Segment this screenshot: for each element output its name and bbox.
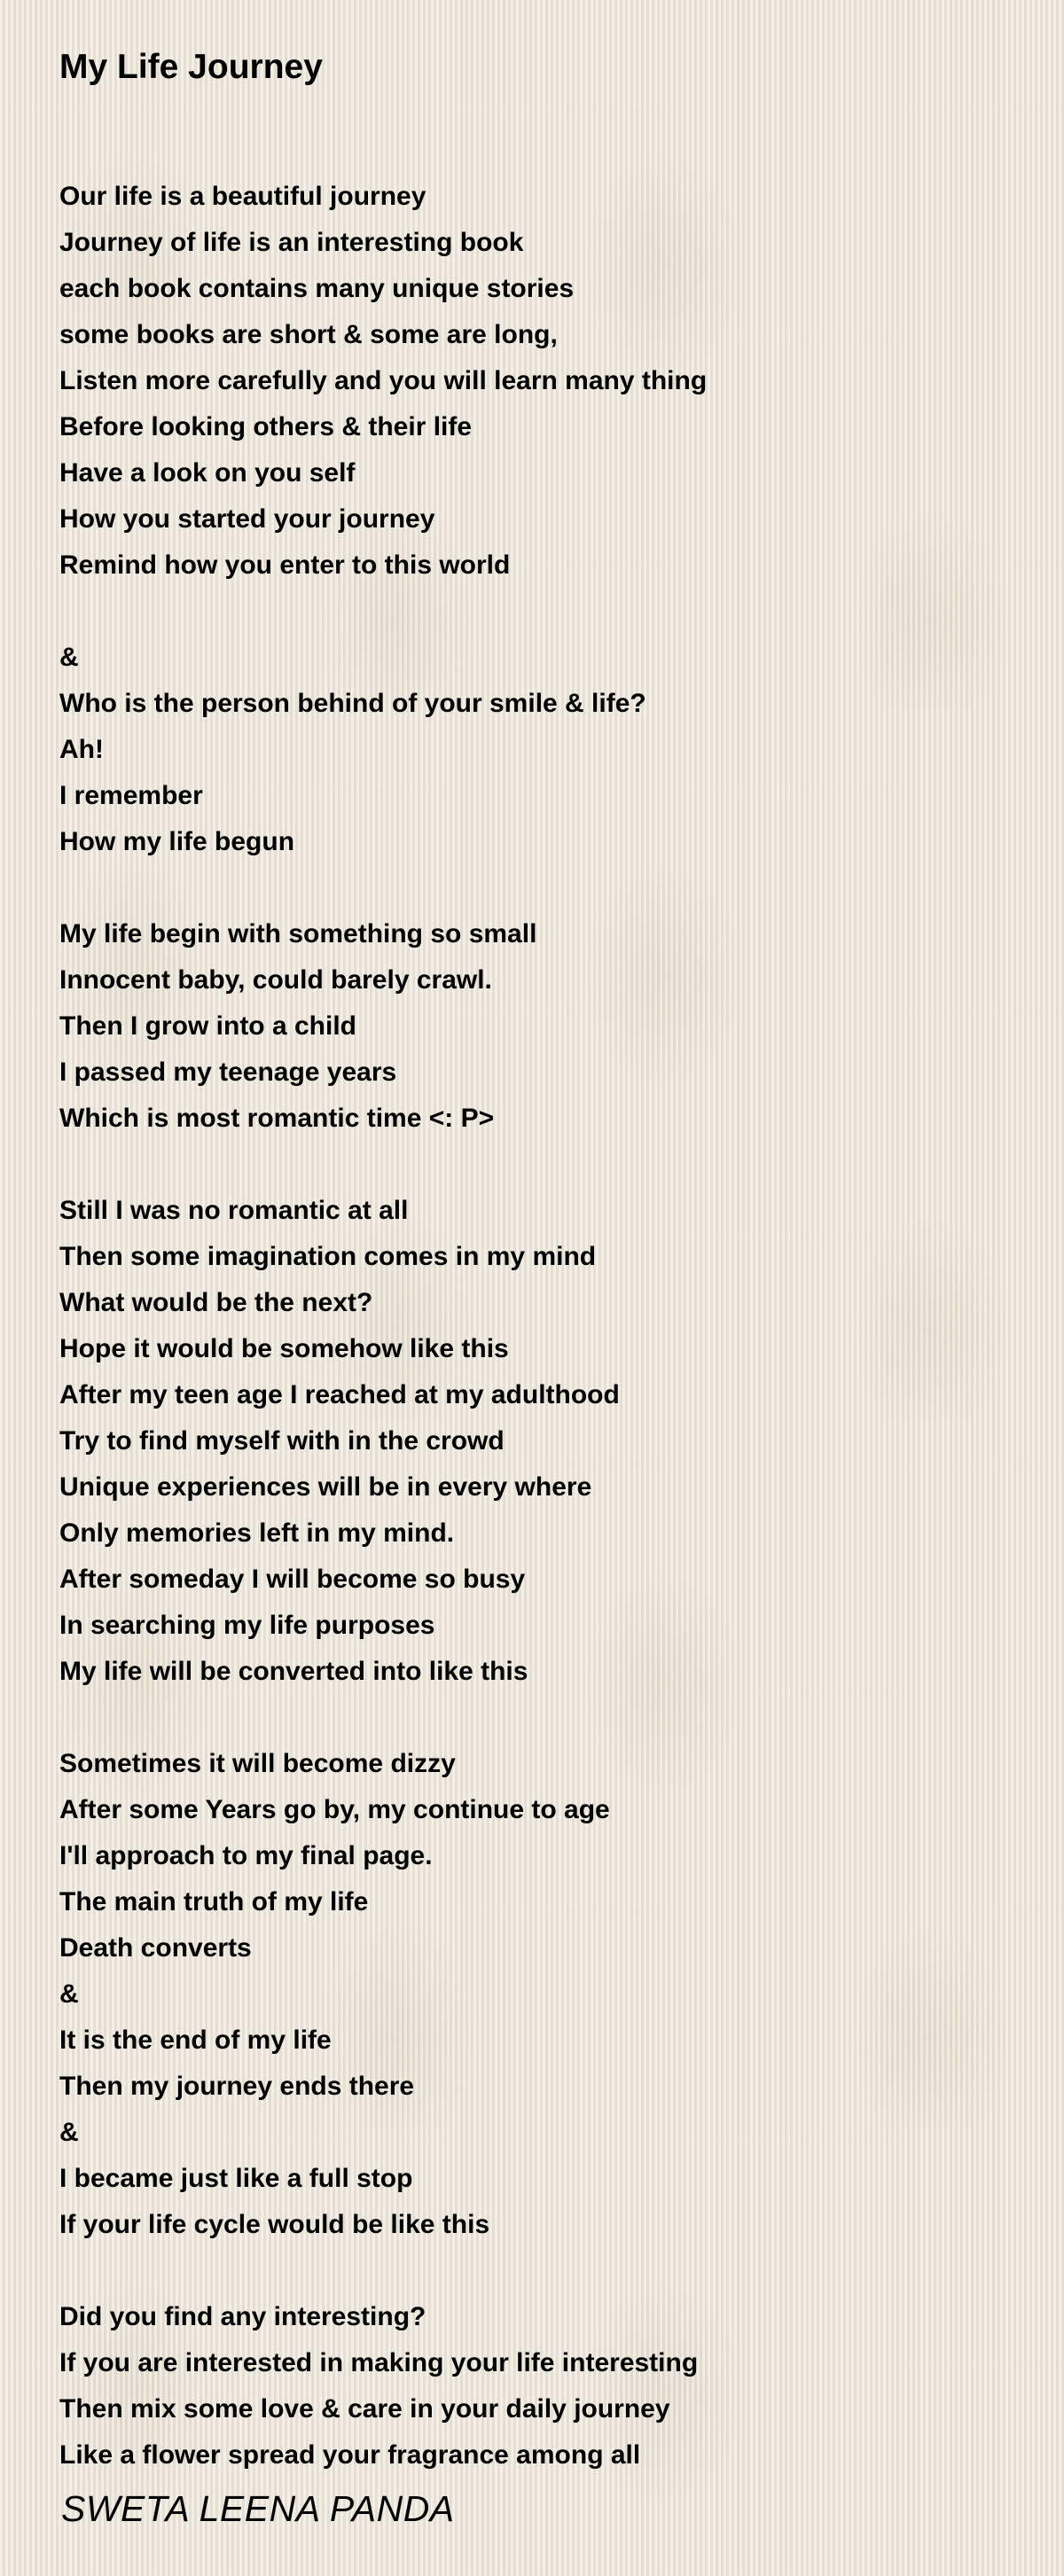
- poem-title: My Life Journey: [59, 48, 323, 86]
- poem-line: Which is most romantic time <: P>: [59, 1104, 495, 1133]
- poem-line: If your life cycle would be like this: [59, 2210, 490, 2239]
- poem-line: In searching my life purposes: [59, 1611, 435, 1640]
- poem-line: Then I grow into a child: [59, 1011, 356, 1041]
- poem-line: &: [59, 643, 79, 672]
- poem-line: &: [59, 2118, 79, 2147]
- poem-line: Death converts: [59, 1933, 252, 1963]
- poem-line: Who is the person behind of your smile & life?: [59, 689, 646, 718]
- poem-line: I became just like a full stop: [59, 2164, 413, 2193]
- poem-line: How my life begun: [59, 827, 295, 856]
- poem-line: The main truth of my life: [59, 1887, 369, 1916]
- poem-line: How you started your journey: [59, 504, 435, 534]
- poem-stanza: [59, 2294, 1017, 2478]
- poem-line: After someday I will become so busy: [59, 1565, 526, 1594]
- poem-line: Then mix some love & care in your daily journey: [59, 2394, 670, 2424]
- poem-stanza: [59, 635, 1017, 865]
- poem-stanza: [59, 911, 1017, 1142]
- poem-line: Did you find any interesting?: [59, 2302, 426, 2331]
- poem-line: Sometimes it will become dizzy: [59, 1749, 456, 1778]
- poem-page: [59, 43, 1017, 2478]
- poem-line: If you are interested in making your life interesting: [59, 2348, 699, 2377]
- poem-line: What would be the next?: [59, 1288, 373, 1317]
- poem-line: Remind how you enter to this world: [59, 550, 511, 580]
- poem-line: Then some imagination comes in my mind: [59, 1242, 597, 1271]
- poem-line: some books are short & some are long,: [59, 320, 558, 349]
- poem-line: Ah!: [59, 735, 104, 764]
- poem-line: Hope it would be somehow like this: [59, 1334, 509, 1363]
- poem-line: Like a flower spread your fragrance among all: [59, 2440, 641, 2470]
- poem-line: Try to find myself with in the crowd: [59, 1426, 505, 1456]
- poem-line: Journey of life is an interesting book: [59, 228, 524, 257]
- poem-line: Only memories left in my mind.: [59, 1518, 455, 1548]
- poem-line: Then my journey ends there: [59, 2072, 415, 2101]
- poem-line: &: [59, 1979, 79, 2009]
- poem-line: each book contains many unique stories: [59, 274, 575, 303]
- poem-line: Still I was no romantic at all: [59, 1196, 409, 1225]
- poem-line: Our life is a beautiful journey: [59, 182, 426, 211]
- poem-body: [59, 174, 1017, 2478]
- poem-line: I'll approach to my final page.: [59, 1841, 433, 1870]
- poem-line: I remember: [59, 781, 203, 810]
- poem-line: Listen more carefully and you will learn many thing: [59, 366, 708, 395]
- poem-line: After some Years go by, my continue to age: [59, 1795, 610, 1824]
- poem-line: It is the end of my life: [59, 2026, 332, 2055]
- poem-author: SWETA LEENA PANDA: [61, 2488, 455, 2529]
- poem-line: Unique experiences will be in every where: [59, 1472, 592, 1502]
- poem-line: My life will be converted into like this: [59, 1657, 528, 1686]
- poem-stanza: [59, 174, 1017, 589]
- poem-line: Before looking others & their life: [59, 412, 473, 441]
- poem-line: I passed my teenage years: [59, 1058, 397, 1087]
- poem-line: Innocent baby, could barely crawl.: [59, 965, 492, 995]
- poem-line: Have a look on you self: [59, 458, 356, 488]
- poem-stanza: [59, 1741, 1017, 2248]
- poem-line: My life begin with something so small: [59, 919, 537, 948]
- poem-stanza: [59, 1188, 1017, 1695]
- poem-line: After my teen age I reached at my adulthood: [59, 1380, 620, 1409]
